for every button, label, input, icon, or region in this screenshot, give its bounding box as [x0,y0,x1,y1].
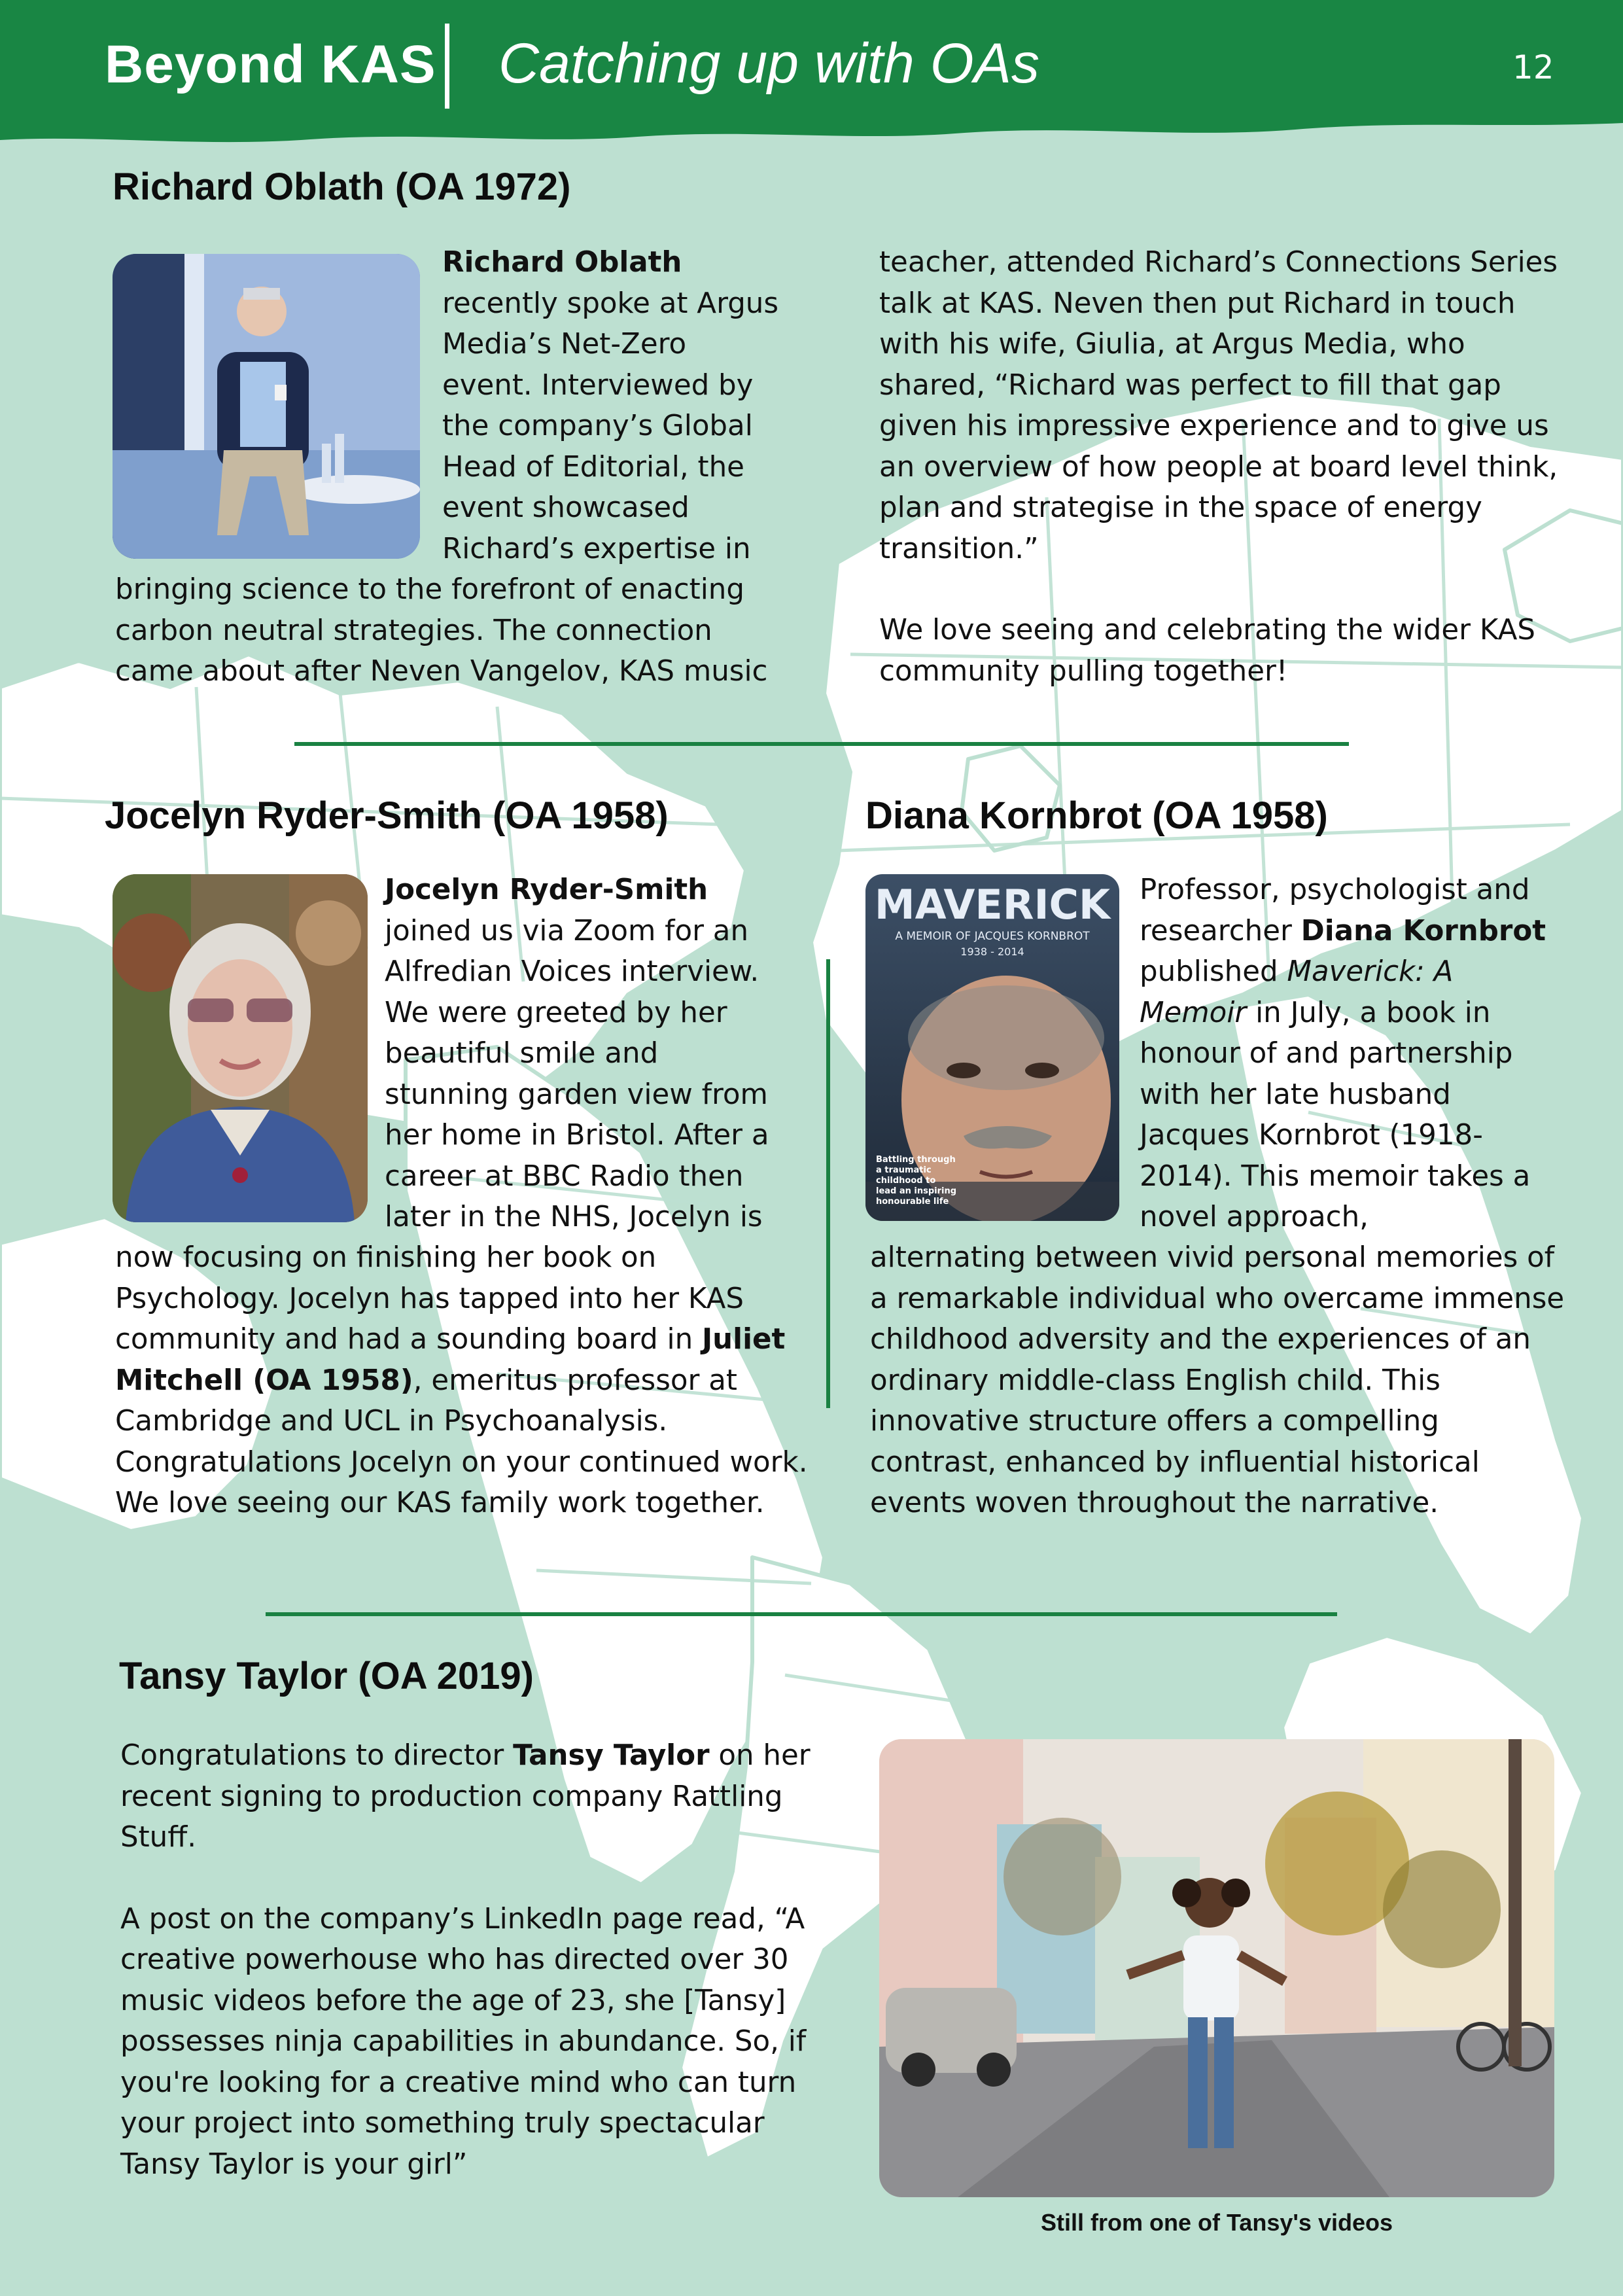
jocelyn-line-2: joined us via Zoom for an [385,914,749,947]
portrait-image [113,874,368,1222]
jocelyn-line-7: her home in Bristol. After a [385,1119,769,1152]
jocelyn-heading: Jocelyn Ryder-Smith (OA 1958) [105,794,669,837]
page-number: 12 [1512,48,1554,86]
cover-blurb-4: lead an inspiring [876,1186,957,1196]
column-divider [826,959,830,1408]
cover-blurb-3: childhood to [876,1176,936,1186]
photo-caption: Still from one of Tansy's videos [1041,2209,1393,2236]
richard-col2-paragraph-1: teacher, attended Richard’s Connections Series talk at KAS. Neven then put Richard in touch with his wife, Giulia, at Argus Media, who shared, “Richard was perfect to fill that gap given his impressive experience and to give us an overview of how people at board level think, plan and strategise in the space of energy transition.” [879,246,1558,565]
richard-name: Richard Oblath [442,246,682,279]
richard-line-4: event. Interviewed by [442,368,754,402]
richard-line-10: carbon neutral strategies. The connection [115,614,712,647]
richard-line-5: the company’s Global [442,410,753,442]
jocelyn-line-6: stunning garden view from [385,1078,768,1111]
tansy-heading: Tansy Taylor (OA 2019) [119,1655,534,1697]
richard-line-2: recently spoke at Argus [442,287,779,320]
speaker-image [113,254,420,559]
richard-line-6: Head of Editorial, the [442,450,744,484]
tansy-paragraph-1 [120,1735,820,1858]
diana-heading: Diana Kornbrot (OA 1958) [865,794,1328,837]
richard-column-2 [879,242,1560,692]
cover-title: MAVERICK [874,881,1111,928]
jocelyn-body-wrap [385,870,816,1238]
header-band [0,0,1623,150]
book-title: Maverick: A Memoir [1140,955,1454,1029]
brand-title: Beyond KAS [105,35,436,94]
tansy-p1-b: on her recent signing to production company Rattling Stuff. [120,1739,811,1854]
richard-line-1 [442,242,809,283]
diana-body: alternating between vivid personal memories of a remarkable individual who overcame immense childhood adversity and the experiences of an ordinary middle-class English child. This innovative structure offers a compelling contrast, enhanced by influential historical events woven throughout the narrative. [870,1241,1565,1519]
richard-photo [113,254,420,559]
jocelyn-name: Jocelyn Ryder-Smith [385,874,708,906]
jocelyn-photo [113,874,368,1222]
richard-body-wrap [442,242,809,569]
diana-book-cover [865,874,1119,1221]
jocelyn-body-1: now focusing on finishing her book on Psychology. Jocelyn has tapped into her KAS community and had a sounding board in [115,1241,744,1356]
richard-line-3: Media’s Net-Zero [442,328,687,361]
cover-blurb-1: Battling through [876,1155,956,1165]
divider-2 [266,1612,1337,1616]
richard-line-9: bringing science to the forefront of enacting [115,573,744,606]
jocelyn-line-8: career at BBC Radio then [385,1159,744,1193]
tansy-body [120,1735,820,2185]
diana-intro: Professor, psychologist and researcher [1140,874,1530,947]
diana-body-full [870,1237,1570,1524]
book-cover-image [865,874,1119,1221]
tansy-name: Tansy Taylor [513,1739,710,1772]
richard-body-full [115,569,841,692]
section-subtitle: Catching up with OAs [498,32,1039,95]
cover-subtitle: A MEMOIR OF JACQUES KORNBROT [895,930,1090,943]
diana-published: published [1140,955,1278,988]
street-scene-image [879,1739,1554,2197]
richard-line-7: event showcased [442,491,689,524]
jocelyn-line-1 [385,870,816,911]
jocelyn-line-4: We were greeted by her [385,996,727,1029]
richard-line-8: Richard’s expertise in [442,532,751,565]
diana-body-wrap [1140,870,1562,1238]
jocelyn-body-full [115,1237,828,1524]
jocelyn-line-9: later in the NHS, Jocelyn is [385,1201,763,1233]
diana-after-title: in July, a book in honour of and partnership with her late husband Jacques Kornbrot (1918-2014). This memoir takes a novel approach, [1140,996,1531,1233]
diana-name: Diana Kornbrot [1300,914,1546,947]
header-separator [445,24,449,109]
cover-blurb-5: honourable life [876,1197,949,1207]
cover-years: 1938 - 2014 [960,945,1024,958]
divider-1 [294,742,1349,746]
richard-heading: Richard Oblath (OA 1972) [113,166,571,208]
tansy-video-still [879,1739,1554,2197]
jocelyn-body-2: , emeritus professor at Cambridge and UCL in Psychoanalysis. Congratulations Jocelyn on your continued work. We love seeing our KAS family work together. [115,1364,808,1519]
jocelyn-line-5: beautiful smile and [385,1037,659,1070]
tansy-p1-a: Congratulations to director [120,1739,514,1772]
cover-blurb-2: a traumatic [876,1165,932,1175]
tansy-paragraph-2: A post on the company’s LinkedIn page read, “A creative powerhouse who has directed over 30 music videos before the age of 23, she [Tansy] possesses ninja capabilities in abundance. So, if you're looking for a creative mind who can turn your project into something truly spectacular Tansy Taylor is your girl” [120,1902,807,2181]
richard-col2-paragraph-2: We love seeing and celebrating the wider KAS community pulling together! [879,614,1535,688]
juliet-mitchell-mention: Juliet Mitchell (OA 1958) [115,1323,786,1397]
richard-line-11: came about after Neven Vangelov, KAS music [115,655,768,688]
jocelyn-line-3: Alfredian Voices interview. [385,955,759,988]
